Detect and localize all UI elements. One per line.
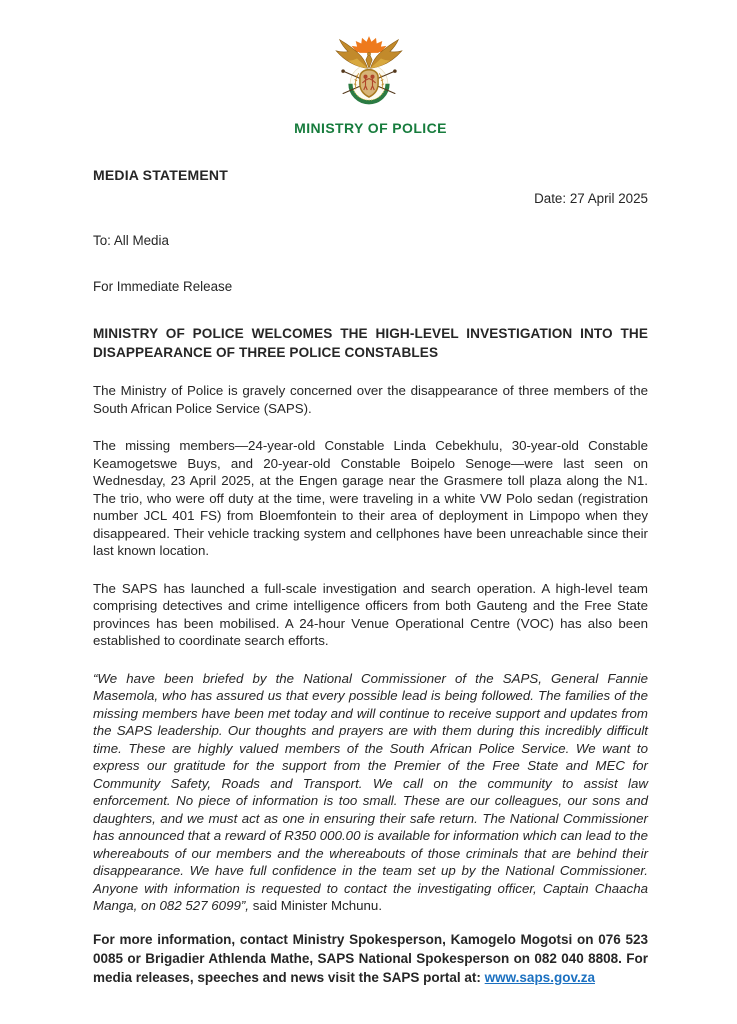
logo-wrap [89, 36, 648, 114]
paragraph-investigation: The SAPS has launched a full-scale investigation and search operation. A high-level team comprising detectives and crime intelligence officers from both Gauteng and the Free State provinces has been mobilised. A 24-hour Venue Operational Centre (VOC) has also been established to coordinate search efforts. [93, 580, 648, 648]
paragraph-concern: The Ministry of Police is gravely concerned over the disappearance of three members of the South African Police Service (SAPS). [93, 383, 648, 416]
footer-contact-info [93, 930, 648, 987]
footer-contact-text: For more information, contact Ministry Spokesperson, Kamogelo Mogotsi on 076 523 0085 or Brigadier Athlenda Mathe, SAPS National Spokesperson on 082 040 8808. For media releases, speeches and news visit the SAPS portal at: [93, 931, 648, 985]
release-line: For Immediate Release [93, 279, 233, 294]
date-line: Date: 27 April 2025 [534, 191, 648, 206]
minister-quote-text: “We have been briefed by the National Commissioner of the SAPS, General Fannie Masemola, who has assured us that every possible lead is being followed. The families of the missing members have been met today and will continue to receive support and updates from the SAPS leadership. Our thoughts and prayers are with them during this incredibly difficult time. These are highly valued members of the South African Police Service. We want to express our gratitude for the support from the Premier of the Free State and MEC for Community Safety, Roads and Transport. We call on the community to assist law enforcement. No piece of information is too small. These are our colleagues, our sons and daughters, and we must act as one in ensuring their safe return. The National Commissioner has announced that a reward of R350 000.00 is available for information which can lead to the whereabouts of our members and the whereabouts of those criminals that are behind their disappearance. We have full confidence in the team set up by the National Commissioner. Anyone with information is requested to contact the investigating officer, Captain Chaacha Manga, on 082 527 6099”, [93, 670, 648, 913]
paragraph-missing-members: The missing members—24-year-old Constable Linda Cebekhulu, 30-year-old Constable Keamogetswe Buys, and 20-year-old Constable Boipelo Senoge—were last seen on Wednesday, 23 April 2025, at the Engen garage near the Grasmere toll plaza along the N1. The trio, who were off duty at the time, were traveling in a white VW Polo sedan (registration number JCL 401 FS) from Bloemfontein to their area of deployment in Limpopo when they disappeared. Their vehicle tracking system and cellphones have been unreachable since their last known location. [93, 438, 648, 558]
saps-portal-link[interactable]: www.saps.gov.za [484, 969, 595, 985]
recipient-line: To: All Media [93, 233, 169, 248]
quote-attribution: said Minister Mchunu. [249, 898, 383, 913]
ministry-title: MINISTRY OF POLICE [294, 120, 447, 136]
south-africa-coat-of-arms-icon [327, 36, 411, 109]
paragraph-minister-quote [93, 670, 648, 915]
statement-headline: MINISTRY OF POLICE WELCOMES THE HIGH-LEVEL INVESTIGATION INTO THE DISAPPEARANCE OF THREE POLICE CONSTABLES [93, 326, 648, 360]
document-type-heading: MEDIA STATEMENT [93, 167, 228, 183]
